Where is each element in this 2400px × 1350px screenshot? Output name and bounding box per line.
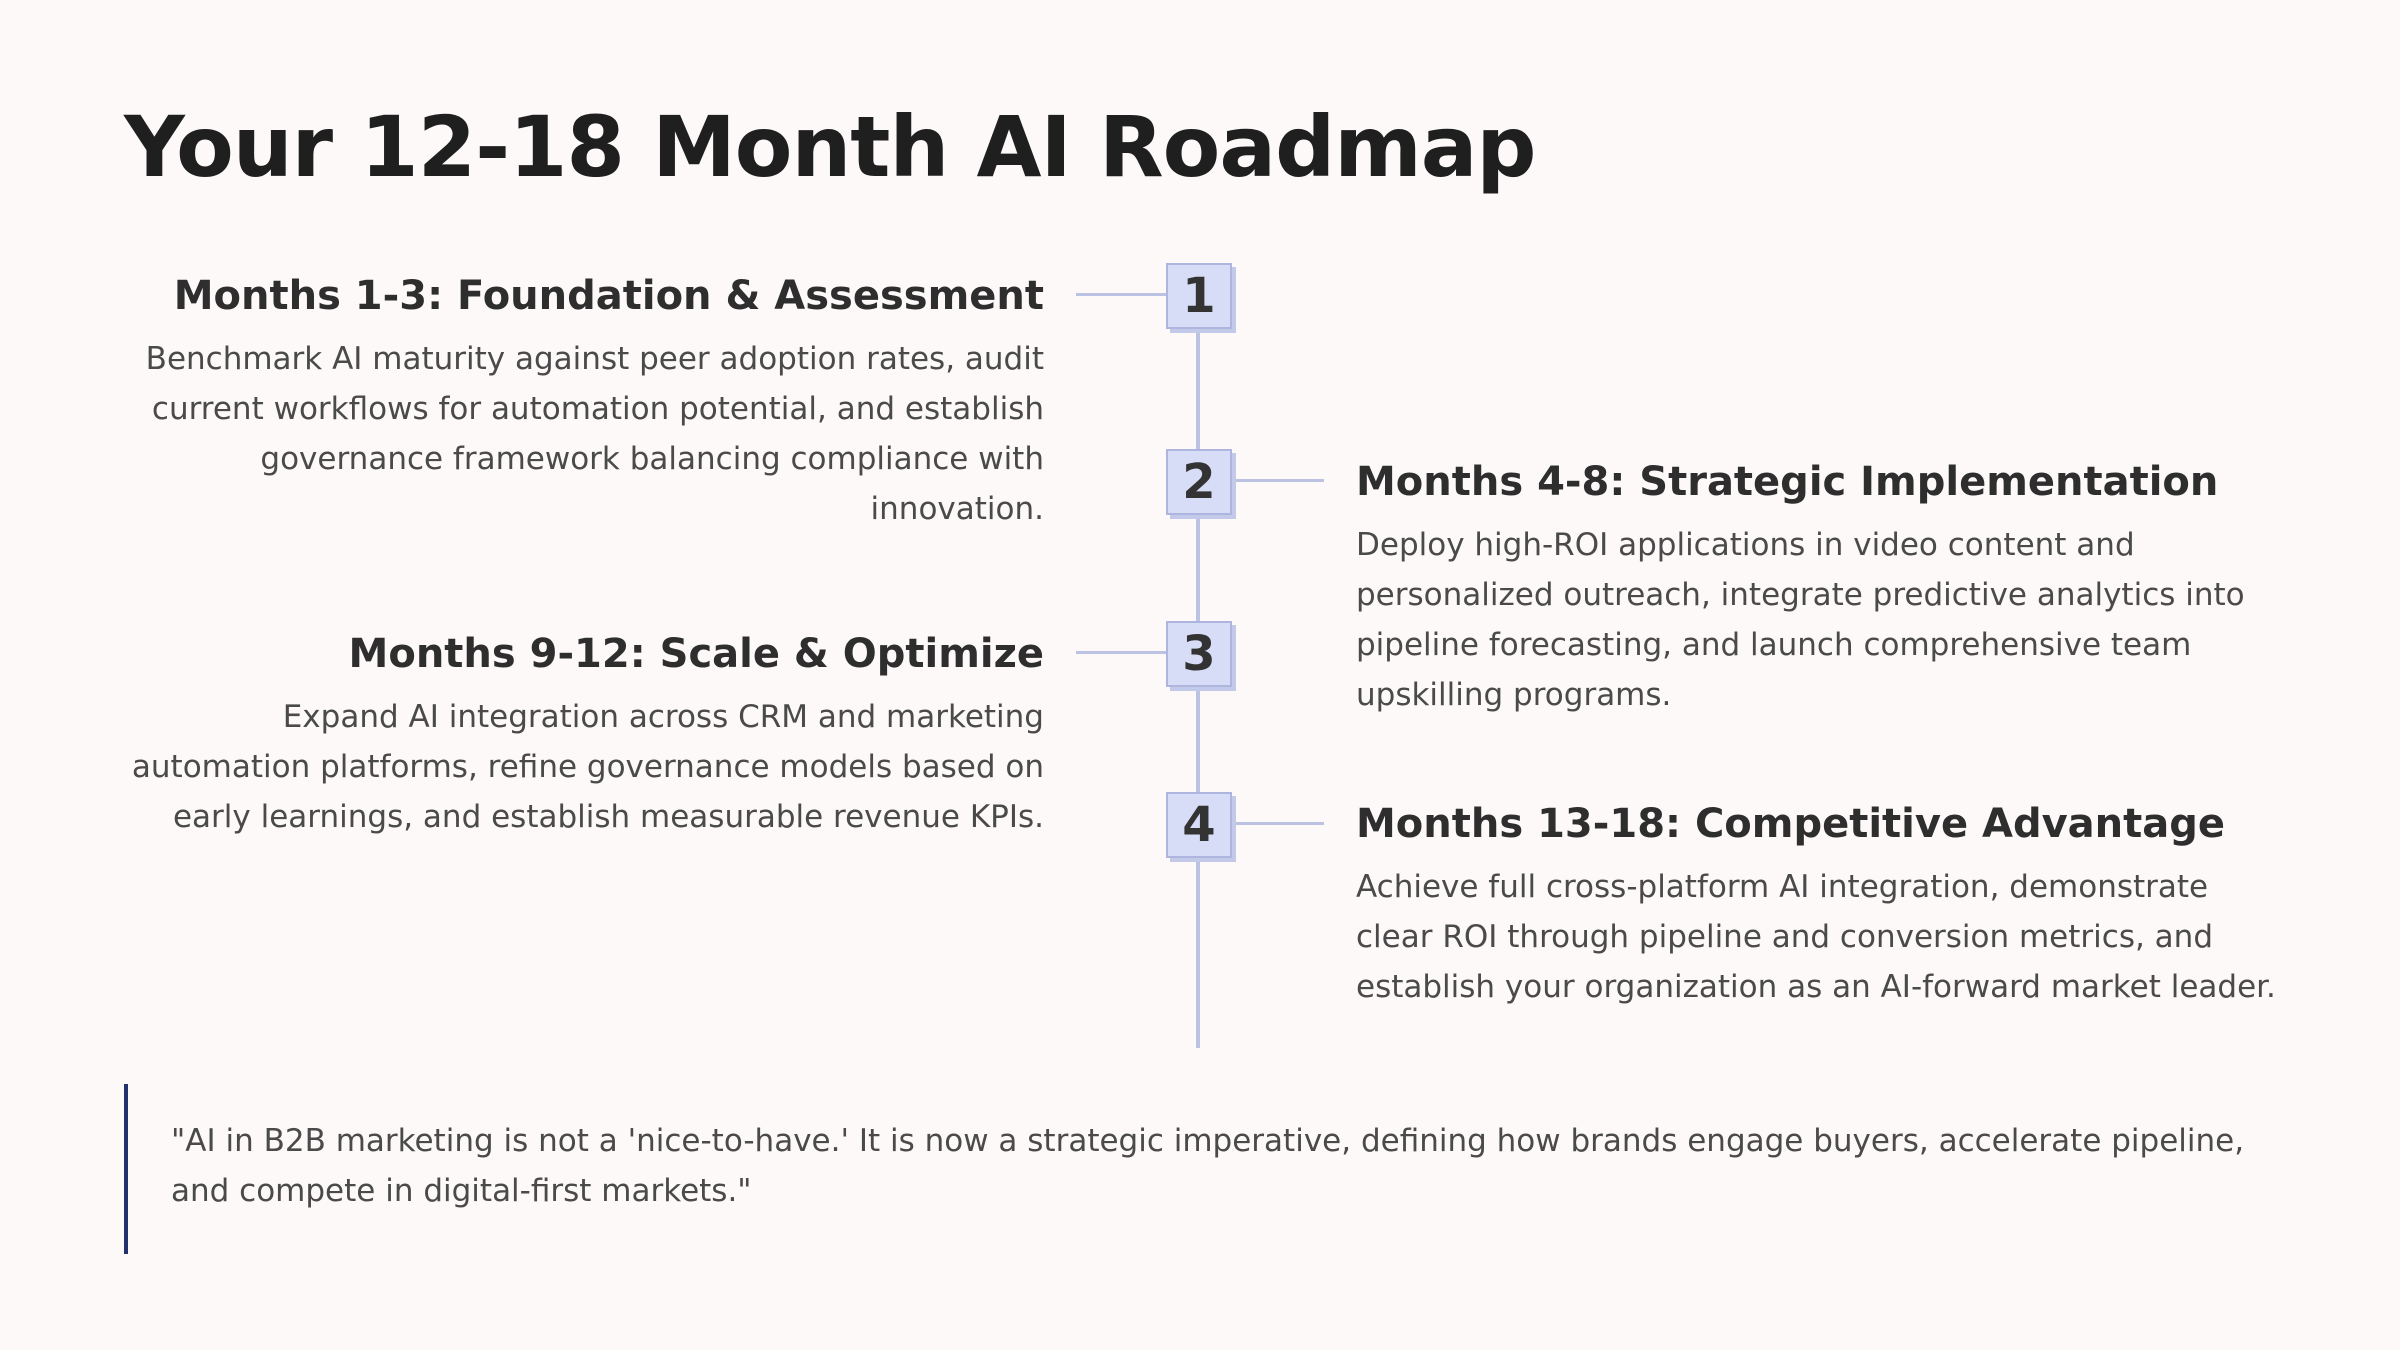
- connector-3: [1076, 651, 1172, 654]
- phase-1: [124, 268, 1044, 534]
- phase-4: [1356, 796, 2276, 1012]
- phase-2-description: Deploy high-ROI applications in video content and personalized outreach, integrate predictive analytics into pipeline forecasting, and launch comprehensive team upskilling programs.: [1356, 527, 2245, 713]
- phase-1-title: Months 1-3: Foundation & Assessment: [173, 273, 1044, 319]
- connector-4: [1226, 822, 1324, 825]
- phase-3-title: Months 9-12: Scale & Optimize: [348, 631, 1044, 677]
- step-badge-1: 1: [1166, 263, 1232, 329]
- quote-text: "AI in B2B marketing is not a 'nice-to-have.' It is now a strategic imperative, defining how brands engage buyers, accelerate pipeline, and compete in digital-first markets.": [171, 1123, 2245, 1209]
- step-badge-3: 3: [1166, 621, 1232, 687]
- phase-3: [124, 626, 1044, 842]
- phase-1-description: Benchmark AI maturity against peer adoption rates, audit current workflows for automation potential, and establish governance framework balancing compliance with innovation.: [145, 341, 1044, 527]
- page-title: Your 12-18 Month AI Roadmap: [124, 98, 1536, 196]
- step-badge-4: 4: [1166, 792, 1232, 858]
- phase-2-title: Months 4-8: Strategic Implementation: [1356, 459, 2219, 505]
- connector-2: [1226, 479, 1324, 482]
- phase-2: [1356, 454, 2276, 720]
- phase-4-description: Achieve full cross-platform AI integration, demonstrate clear ROI through pipeline and conversion metrics, and establish your organization as an AI-forward market leader.: [1356, 869, 2276, 1005]
- quote-accent-bar: [124, 1084, 128, 1254]
- connector-1: [1076, 293, 1172, 296]
- phase-4-title: Months 13-18: Competitive Advantage: [1356, 801, 2226, 847]
- step-badge-2: 2: [1166, 449, 1232, 515]
- phase-3-description: Expand AI integration across CRM and marketing automation platforms, refine governance models based on early learnings, and establish measurable revenue KPIs.: [131, 699, 1044, 835]
